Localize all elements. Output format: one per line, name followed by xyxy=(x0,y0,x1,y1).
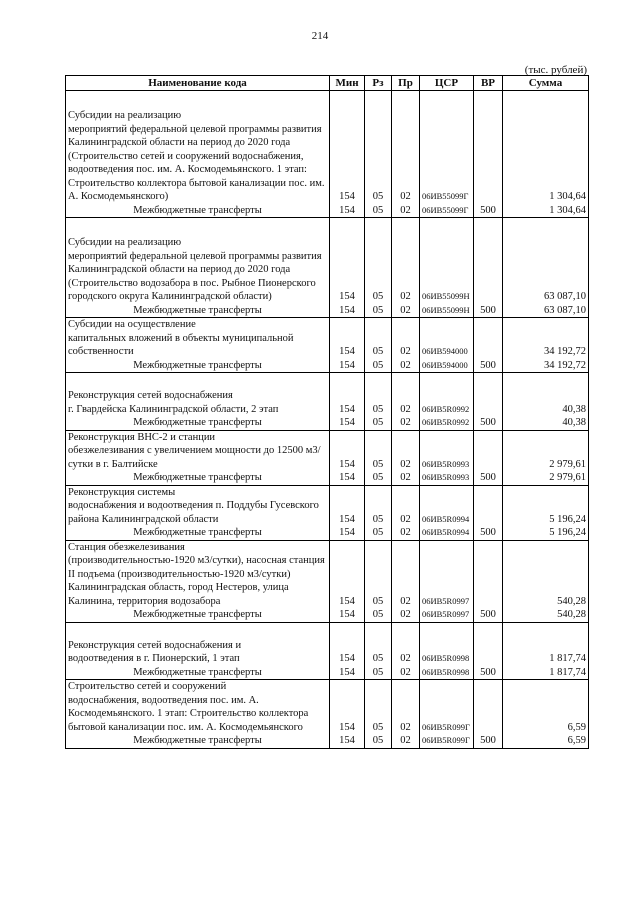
cell-vr xyxy=(474,622,503,666)
cell-sum: 63 087,10 xyxy=(503,218,589,304)
cell-sum: 63 087,10 xyxy=(503,304,589,318)
header-name: Наименование кода xyxy=(66,76,330,91)
cell-pr: 02 xyxy=(392,622,420,666)
cell-pr: 02 xyxy=(392,416,420,430)
cell-name: Межбюджетные трансферты xyxy=(66,526,330,540)
cell-vr: 500 xyxy=(474,666,503,680)
cell-vr: 500 xyxy=(474,608,503,622)
table-row xyxy=(66,680,589,735)
cell-csr: 06ИВ5R0998 xyxy=(420,622,474,666)
cell-vr: 500 xyxy=(474,526,503,540)
cell-name: Межбюджетные трансферты xyxy=(66,471,330,485)
cell-min: 154 xyxy=(330,526,365,540)
cell-name: Реконструкция сетей водоснабжения и водоотведения в г. Пионерский, 1 этап xyxy=(66,622,330,666)
cell-rz: 05 xyxy=(365,471,392,485)
cell-vr xyxy=(474,91,503,204)
cell-pr: 02 xyxy=(392,318,420,359)
cell-rz: 05 xyxy=(365,430,392,471)
cell-rz: 05 xyxy=(365,204,392,218)
page-number: 214 xyxy=(311,30,329,42)
cell-vr xyxy=(474,485,503,526)
cell-csr: 06ИВ5R0998 xyxy=(420,666,474,680)
table-row-subtotal xyxy=(66,471,589,485)
cell-csr: 06ИВ55099Г xyxy=(420,91,474,204)
header-sum: Сумма xyxy=(503,76,589,91)
cell-rz: 05 xyxy=(365,218,392,304)
cell-pr: 02 xyxy=(392,485,420,526)
cell-min: 154 xyxy=(330,485,365,526)
cell-sum: 6,59 xyxy=(503,734,589,748)
cell-pr: 02 xyxy=(392,680,420,735)
cell-vr: 500 xyxy=(474,304,503,318)
cell-min: 154 xyxy=(330,373,365,417)
cell-vr: 500 xyxy=(474,471,503,485)
cell-csr: 06ИВ5R099Г xyxy=(420,680,474,735)
cell-pr: 02 xyxy=(392,526,420,540)
cell-rz: 05 xyxy=(365,318,392,359)
cell-min: 154 xyxy=(330,608,365,622)
table-row-subtotal xyxy=(66,204,589,218)
cell-csr: 06ИВ55099Г xyxy=(420,204,474,218)
cell-csr: 06ИВ5R0993 xyxy=(420,471,474,485)
table-row xyxy=(66,430,589,471)
cell-csr: 06ИВ55099Н xyxy=(420,304,474,318)
cell-pr: 02 xyxy=(392,471,420,485)
table-row-subtotal xyxy=(66,359,589,373)
cell-rz: 05 xyxy=(365,666,392,680)
cell-name: Субсидии на осуществление капитальных вложений в объекты муниципальной собственности xyxy=(66,318,330,359)
cell-name: Межбюджетные трансферты xyxy=(66,304,330,318)
cell-vr xyxy=(474,430,503,471)
cell-min: 154 xyxy=(330,318,365,359)
cell-csr: 06ИВ5R0997 xyxy=(420,540,474,608)
cell-min: 154 xyxy=(330,204,365,218)
cell-name: Строительство сетей и сооружений водоснабжения, водоотведения пос. им. А. Космодемьянского. 1 этап: Строительство коллектора бытовой канализации пос. им. А. Космодемьянского xyxy=(66,680,330,735)
cell-csr: 06ИВ55099Н xyxy=(420,218,474,304)
cell-min: 154 xyxy=(330,91,365,204)
cell-vr: 500 xyxy=(474,416,503,430)
cell-sum: 34 192,72 xyxy=(503,359,589,373)
cell-sum: 1 304,64 xyxy=(503,91,589,204)
cell-pr: 02 xyxy=(392,430,420,471)
table-row xyxy=(66,622,589,666)
cell-rz: 05 xyxy=(365,680,392,735)
cell-pr: 02 xyxy=(392,666,420,680)
cell-min: 154 xyxy=(330,430,365,471)
cell-csr: 06ИВ594000 xyxy=(420,359,474,373)
table-header-row xyxy=(66,76,589,91)
cell-sum: 1 817,74 xyxy=(503,666,589,680)
table-row-subtotal xyxy=(66,416,589,430)
header-rz: Рз xyxy=(365,76,392,91)
cell-sum: 6,59 xyxy=(503,680,589,735)
cell-rz: 05 xyxy=(365,485,392,526)
cell-name: Межбюджетные трансферты xyxy=(66,608,330,622)
cell-min: 154 xyxy=(330,622,365,666)
cell-name: Межбюджетные трансферты xyxy=(66,734,330,748)
header-pr: Пр xyxy=(392,76,420,91)
cell-pr: 02 xyxy=(392,373,420,417)
cell-name: Субсидии на реализацию мероприятий федеральной целевой программы развития Калининградской области на период до 2020 года (Строительство сетей и сооружений водоснабжения, водоотведения пос. им. А. Космодемьянского. 1 этап: Строительство коллектора бытовой канализации пос. им. А. Космодемьянского) xyxy=(66,91,330,204)
table-row xyxy=(66,218,589,304)
cell-rz: 05 xyxy=(365,734,392,748)
cell-sum: 34 192,72 xyxy=(503,318,589,359)
cell-vr xyxy=(474,373,503,417)
cell-name: Реконструкция ВНС-2 и станции обезжелезивания с увеличением мощности до 12500 м3/сутки в г. Балтийске xyxy=(66,430,330,471)
cell-min: 154 xyxy=(330,304,365,318)
cell-csr: 06ИВ5R099Г xyxy=(420,734,474,748)
table-row-subtotal xyxy=(66,734,589,748)
table-row xyxy=(66,485,589,526)
cell-min: 154 xyxy=(330,218,365,304)
cell-pr: 02 xyxy=(392,359,420,373)
header-csr: ЦСР xyxy=(420,76,474,91)
cell-sum: 540,28 xyxy=(503,608,589,622)
cell-rz: 05 xyxy=(365,526,392,540)
cell-sum: 1 304,64 xyxy=(503,204,589,218)
cell-rz: 05 xyxy=(365,622,392,666)
cell-sum: 1 817,74 xyxy=(503,622,589,666)
cell-sum: 2 979,61 xyxy=(503,430,589,471)
cell-sum: 5 196,24 xyxy=(503,485,589,526)
cell-name: Межбюджетные трансферты xyxy=(66,666,330,680)
cell-csr: 06ИВ5R0997 xyxy=(420,608,474,622)
cell-rz: 05 xyxy=(365,416,392,430)
table-row xyxy=(66,91,589,204)
header-vr: ВР xyxy=(474,76,503,91)
cell-sum: 40,38 xyxy=(503,373,589,417)
table-row xyxy=(66,318,589,359)
cell-csr: 06ИВ5R0992 xyxy=(420,416,474,430)
cell-name: Реконструкция системы водоснабжения и водоотведения п. Поддубы Гусевского района Калининградской области xyxy=(66,485,330,526)
cell-min: 154 xyxy=(330,471,365,485)
cell-name: Межбюджетные трансферты xyxy=(66,416,330,430)
cell-sum: 2 979,61 xyxy=(503,471,589,485)
cell-pr: 02 xyxy=(392,540,420,608)
cell-name: Межбюджетные трансферты xyxy=(66,359,330,373)
cell-sum: 540,28 xyxy=(503,540,589,608)
cell-vr xyxy=(474,540,503,608)
cell-min: 154 xyxy=(330,680,365,735)
cell-csr: 06ИВ5R0992 xyxy=(420,373,474,417)
table-row-subtotal xyxy=(66,304,589,318)
cell-csr: 06ИВ5R0993 xyxy=(420,430,474,471)
table-row-subtotal xyxy=(66,526,589,540)
cell-vr xyxy=(474,680,503,735)
cell-name: Межбюджетные трансферты xyxy=(66,204,330,218)
cell-rz: 05 xyxy=(365,608,392,622)
cell-min: 154 xyxy=(330,416,365,430)
cell-rz: 05 xyxy=(365,540,392,608)
cell-vr xyxy=(474,218,503,304)
units-label: (тыс. рублей) xyxy=(524,64,587,76)
cell-sum: 5 196,24 xyxy=(503,526,589,540)
header-min: Мин xyxy=(330,76,365,91)
cell-pr: 02 xyxy=(392,91,420,204)
cell-csr: 06ИВ5R0994 xyxy=(420,526,474,540)
cell-vr: 500 xyxy=(474,359,503,373)
cell-pr: 02 xyxy=(392,608,420,622)
cell-sum: 40,38 xyxy=(503,416,589,430)
cell-min: 154 xyxy=(330,540,365,608)
cell-pr: 02 xyxy=(392,304,420,318)
cell-rz: 05 xyxy=(365,373,392,417)
cell-name: Реконструкция сетей водоснабжения г. Гвардейска Калининградской области, 2 этап xyxy=(66,373,330,417)
cell-csr: 06ИВ594000 xyxy=(420,318,474,359)
cell-csr: 06ИВ5R0994 xyxy=(420,485,474,526)
cell-min: 154 xyxy=(330,359,365,373)
cell-pr: 02 xyxy=(392,204,420,218)
cell-rz: 05 xyxy=(365,91,392,204)
cell-rz: 05 xyxy=(365,359,392,373)
cell-name: Субсидии на реализацию мероприятий федеральной целевой программы развития Калининградской области на период до 2020 года (Строительство водозабора в пос. Рыбное Пионерского городского округа Калининградской области) xyxy=(66,218,330,304)
cell-pr: 02 xyxy=(392,218,420,304)
cell-rz: 05 xyxy=(365,304,392,318)
cell-pr: 02 xyxy=(392,734,420,748)
table-row xyxy=(66,540,589,608)
cell-vr: 500 xyxy=(474,734,503,748)
cell-name: Станция обезжелезивания (производительностью-1920 м3/сутки), насосная станция II подъема (производительностью-1920 м3/сутки) Калининградская область, город Нестеров, улица Калинина, территория водозабора xyxy=(66,540,330,608)
cell-min: 154 xyxy=(330,666,365,680)
budget-table xyxy=(65,75,589,749)
cell-vr: 500 xyxy=(474,204,503,218)
cell-min: 154 xyxy=(330,734,365,748)
table-row xyxy=(66,373,589,417)
cell-vr xyxy=(474,318,503,359)
table-row-subtotal xyxy=(66,666,589,680)
table-row-subtotal xyxy=(66,608,589,622)
